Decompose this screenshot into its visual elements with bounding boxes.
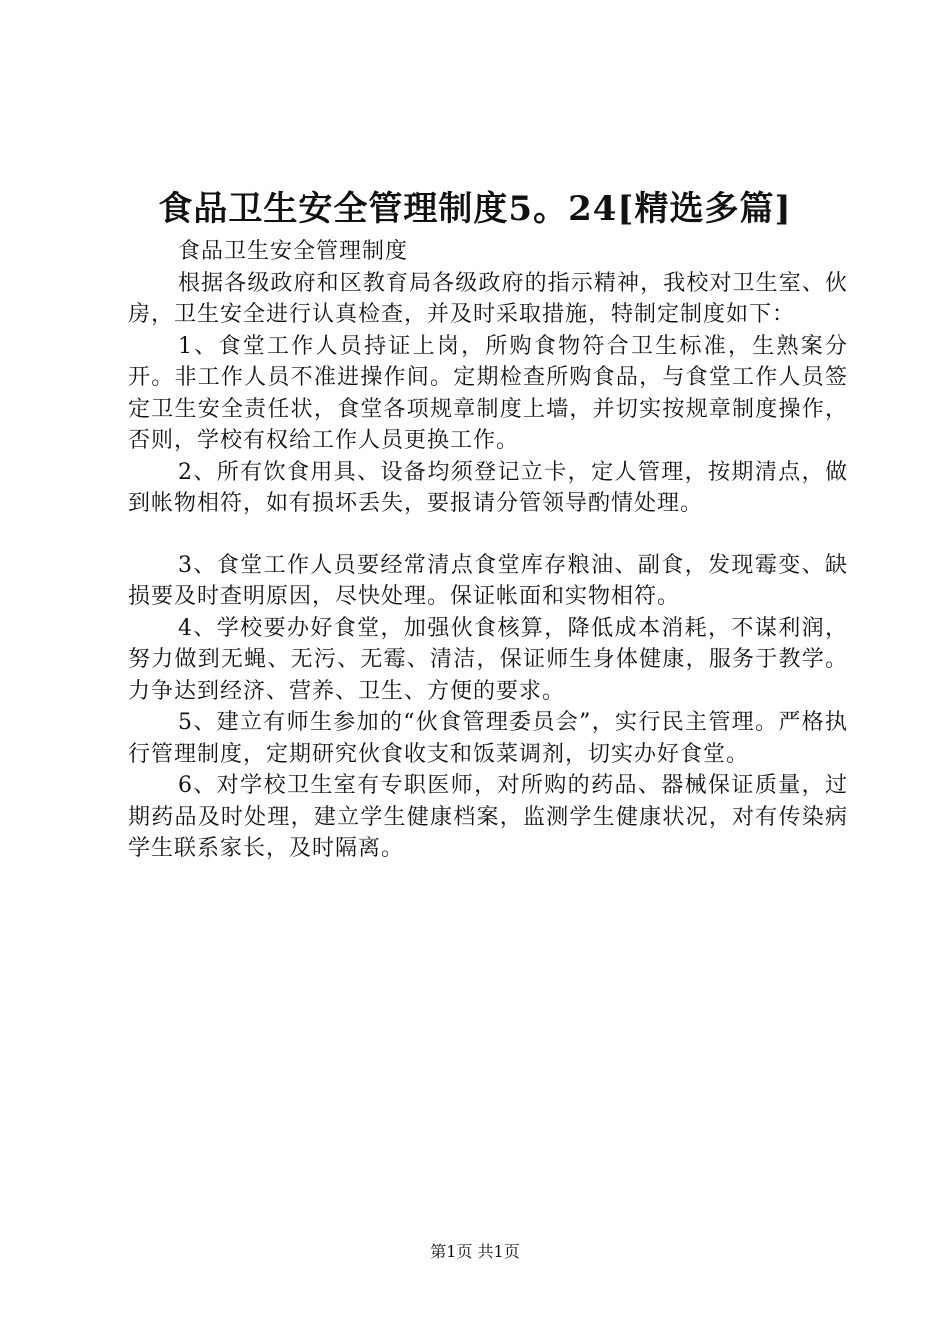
subtitle-paragraph: 食品卫生安全管理制度: [178, 239, 409, 264]
page-title: 食品卫生安全管理制度5。24[精选多篇]: [158, 189, 792, 229]
rule-3-paragraph: 3、食堂工作人员要经常清点食堂库存粮油、副食，发现霉变、缺损要及时查明原因，尽快处理。保证帐面和实物相符。: [128, 552, 848, 609]
rule-4-paragraph: 4、学校要办好食堂，加强伙食核算，降低成本消耗，不谋利润，努力做到无蝇、无污、无霉、清洁，保证师生身体健康，服务于教学。力争达到经济、营养、卫生、方便的要求。: [128, 615, 848, 704]
rule-2-paragraph: 2、所有饮食用具、设备均须登记立卡，定人管理，按期清点，做到帐物相符，如有损坏丢失，要报请分管领导酌情处理。: [128, 459, 848, 516]
page-footer: 第1页 共1页: [430, 1242, 520, 1261]
document-body: [128, 236, 848, 865]
rule-1-paragraph: 1、食堂工作人员持证上岗，所购食物符合卫生标准，生熟案分开。非工作人员不准进操作间。定期检查所购食品，与食堂工作人员签定卫生安全责任状，食堂各项规章制度上墙，并切实按规章制度操作，否则，学校有权给工作人员更换工作。: [128, 333, 848, 453]
rule-5-paragraph: 5、建立有师生参加的“伙食管理委员会”，实行民主管理。严格执行管理制度，定期研究伙食收支和饭菜调剂，切实办好食堂。: [128, 710, 848, 767]
rule-6-paragraph: 6、对学校卫生室有专职医师，对所购的药品、器械保证质量，过期药品及时处理，建立学生健康档案，监测学生健康状况，对有传染病学生联系家长，及时隔离。: [128, 773, 848, 861]
intro-paragraph: 根据各级政府和区教育局各级政府的指示精神，我校对卫生室、伙房，卫生安全进行认真检查，并及时采取措施，特制定制度如下：: [128, 270, 848, 327]
